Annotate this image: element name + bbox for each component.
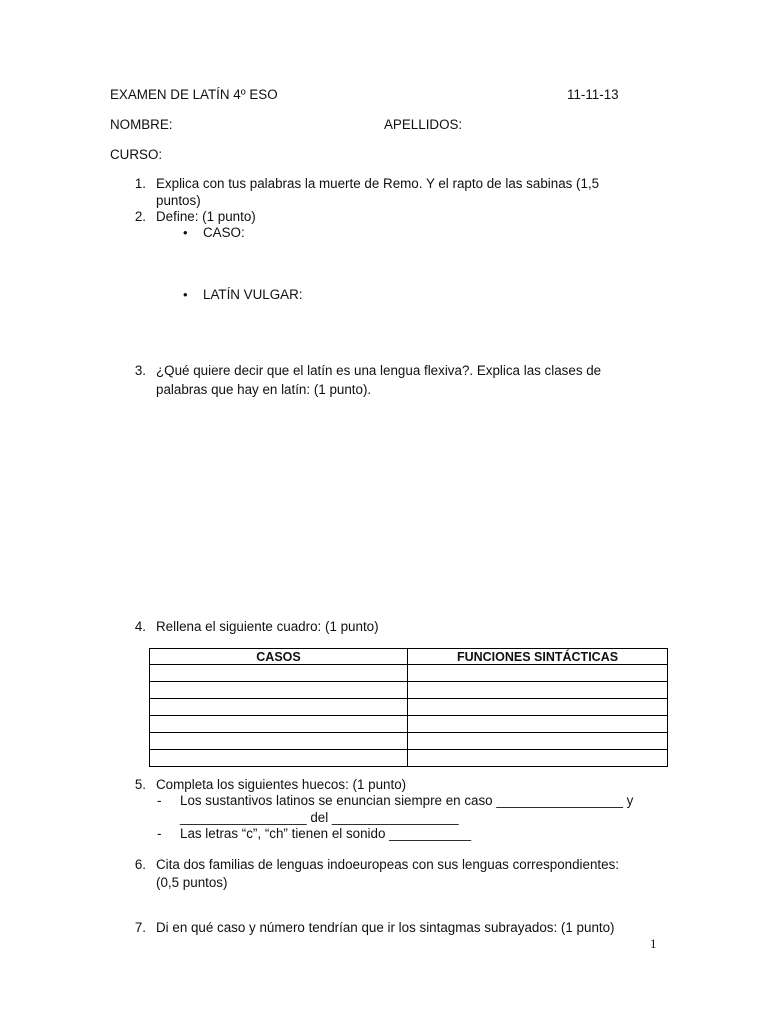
page-number: 1	[650, 936, 657, 951]
table-cell[interactable]	[150, 665, 408, 682]
bullet-dot: •	[183, 287, 188, 302]
table-cell[interactable]	[150, 716, 408, 733]
q3-number: 3.	[134, 363, 146, 378]
course-label: CURSO:	[110, 147, 163, 162]
q7-text: Di en qué caso y número tendrían que ir los sintagmas subrayados: (1 punto)	[156, 920, 615, 935]
table-row	[150, 750, 668, 767]
q2-bullet-caso: CASO:	[203, 225, 245, 240]
table-row	[150, 699, 668, 716]
q3-text-line1: ¿Qué quiere decir que el latín es una lengua flexiva?. Explica las clases de	[156, 363, 602, 378]
q1-text-line1: Explica con tus palabras la muerte de Remo. Y el rapto de las sabinas (1,5	[156, 176, 600, 191]
q5-dash: -	[157, 793, 162, 808]
q7-number: 7.	[134, 920, 146, 935]
surname-label: APELLIDOS:	[384, 117, 463, 132]
table-header-casos: CASOS	[150, 649, 408, 665]
table-cell[interactable]	[408, 733, 668, 750]
exam-title: EXAMEN DE LATÍN 4º ESO	[110, 87, 278, 102]
table-cell[interactable]	[150, 733, 408, 750]
table-row	[150, 665, 668, 682]
table-row	[150, 716, 668, 733]
exam-date: 11-11-13	[567, 87, 619, 102]
q1-number: 1.	[134, 176, 146, 191]
bullet-dot: •	[183, 225, 188, 240]
table-cell[interactable]	[408, 682, 668, 699]
name-label: NOMBRE:	[110, 117, 173, 132]
table-cell[interactable]	[408, 750, 668, 767]
table-header-funciones: FUNCIONES SINTÁCTICAS	[408, 649, 668, 665]
table-cell[interactable]	[408, 665, 668, 682]
q5-item1-line1: Los sustantivos latinos se enuncian siempre en caso _________________ y	[180, 793, 634, 808]
q6-number: 6.	[134, 857, 146, 872]
q4-number: 4.	[134, 619, 146, 634]
cases-table	[149, 648, 668, 767]
q6-text-line1: Cita dos familias de lenguas indoeuropeas con sus lenguas correspondientes:	[156, 857, 620, 872]
table-cell[interactable]	[408, 716, 668, 733]
table-cell[interactable]	[408, 699, 668, 716]
q1-text-line2: puntos)	[156, 193, 201, 208]
q2-number: 2.	[134, 209, 146, 224]
q2-bullet-latin-vulgar: LATÍN VULGAR:	[203, 287, 303, 302]
q5-item1-line2: _________________ del _________________	[180, 810, 459, 825]
table-row	[150, 682, 668, 699]
table-header-row	[150, 649, 668, 665]
table-cell[interactable]	[150, 750, 408, 767]
q5-item2: Las letras “c”, “ch” tienen el sonido ___________	[180, 826, 472, 841]
table-cell[interactable]	[150, 699, 408, 716]
q4-text: Rellena el siguiente cuadro: (1 punto)	[156, 619, 379, 634]
q3-text-line2: palabras que hay en latín: (1 punto).	[156, 382, 372, 397]
q5-dash: -	[157, 826, 162, 841]
table-row	[150, 733, 668, 750]
q2-text: Define: (1 punto)	[156, 209, 256, 224]
q5-number: 5.	[134, 777, 146, 792]
q6-text-line2: (0,5 puntos)	[156, 875, 228, 890]
q5-text: Completa los siguientes huecos: (1 punto)	[156, 777, 407, 792]
table-cell[interactable]	[150, 682, 408, 699]
